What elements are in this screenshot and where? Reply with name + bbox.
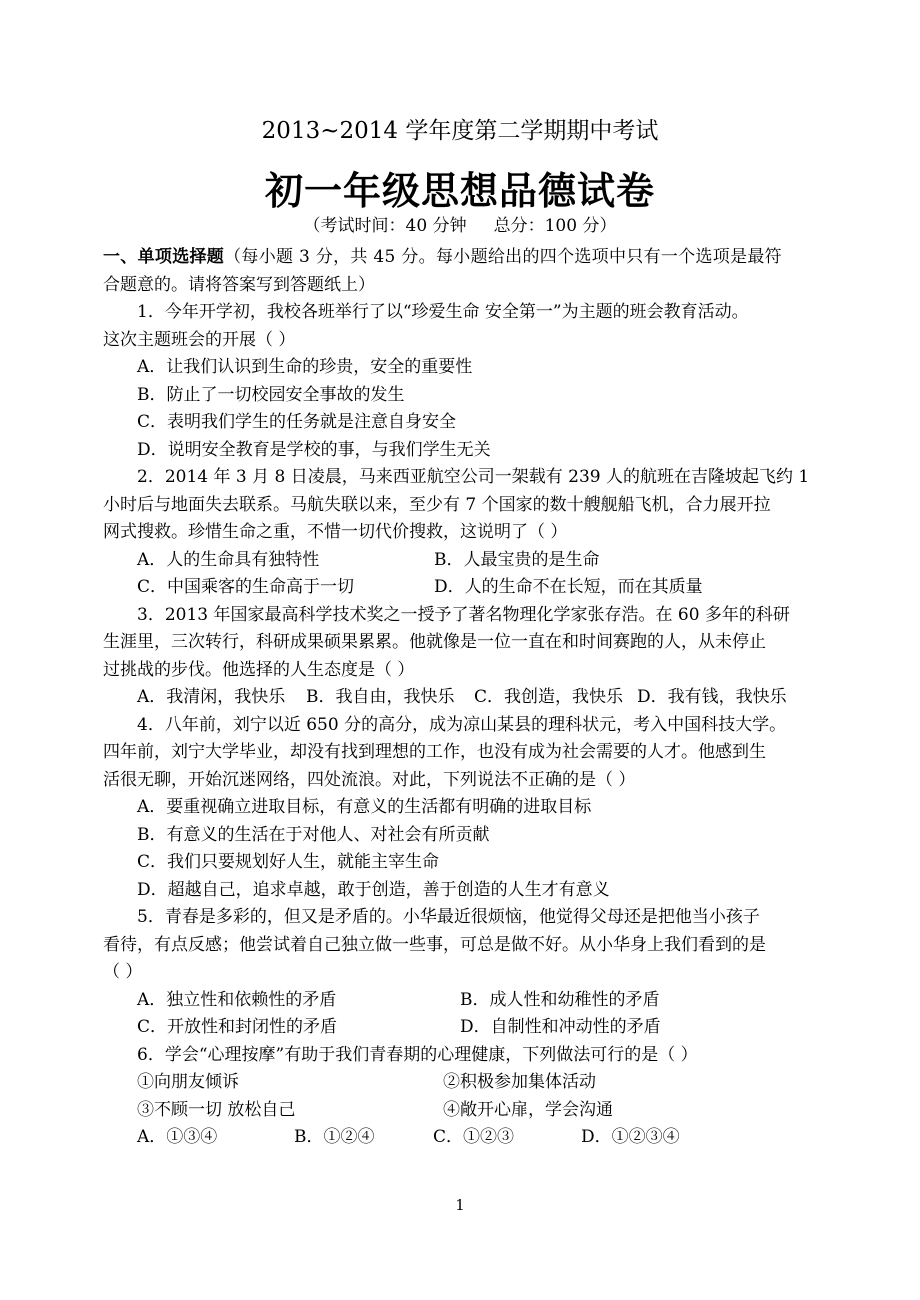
option-row xyxy=(103,1014,827,1042)
option-d: D．人的生命不在长短，而在其质量 xyxy=(434,577,703,597)
statement-row xyxy=(103,1097,827,1125)
question-text: （ ） xyxy=(103,962,143,982)
option-c: C．中国乘客的生命高于一切 xyxy=(137,577,355,597)
question-text: 四年前，刘宁大学毕业，却没有找到理想的工作，也没有成为社会需要的人才。他感到生 xyxy=(103,742,766,762)
exam-body xyxy=(103,244,827,1152)
option-b: B．有意义的生活在于对他人、对社会有所贡献 xyxy=(137,824,490,845)
option-row xyxy=(103,987,827,1015)
option-c: C．我创造，我快乐 xyxy=(474,687,624,707)
exam-subtitle: 2013~2014 学年度第二学期期中考试 xyxy=(261,118,659,144)
option-d: D．说明安全教育是学校的事，与我们学生无关 xyxy=(137,439,491,460)
option-d: D．我有钱，我快乐 xyxy=(637,687,787,707)
option-a: A．独立性和依赖性的矛盾 xyxy=(137,989,337,1010)
option-row xyxy=(103,574,827,602)
question-text: 这次主题班会的开展（ ） xyxy=(103,329,296,350)
option-b: B．我自由，我快乐 xyxy=(306,687,455,707)
option-d: D．自制性和冲动性的矛盾 xyxy=(460,1017,661,1037)
question-text: 生涯里，三次转行，科研成果硕果累累。他就像是一位一直在和时间赛跑的人，从未停止 xyxy=(103,632,766,652)
option-a: A．人的生命具有独特性 xyxy=(137,549,320,570)
question-text: 1．今年开学初，我校各班举行了以“珍爱生命 安全第一”为主题的班会教育活动。 xyxy=(137,302,749,322)
statement-item: ④敞开心扉，学会沟通 xyxy=(443,1099,613,1120)
option-row xyxy=(103,684,827,712)
question-text: 4．八年前，刘宁以近 650 分的高分，成为凉山某县的理科状元，考入中国科技大学。 xyxy=(137,714,787,735)
exam-info: （考试时间：40 分钟 总分：100 分） xyxy=(303,216,617,236)
option-c: C．我们只要规划好人生，就能主宰生命 xyxy=(137,852,440,872)
question-text: 5．青春是多彩的，但又是矛盾的。小华最近很烦恼，他觉得父母还是把他当小孩子 xyxy=(137,907,760,927)
section-heading-line xyxy=(103,244,827,272)
question-text: 6．学会“心理按摩”有助于我们青春期的心理健康，下列做法可行的是（ ） xyxy=(137,1044,698,1065)
option-b: B．成人性和幼稚性的矛盾 xyxy=(460,989,660,1010)
question-text: 看待，有点反感；他尝试着自己独立做一些事，可总是做不好。从小华身上我们看到的是 xyxy=(103,934,766,955)
option-a: A．让我们认识到生命的珍贵，安全的重要性 xyxy=(137,357,473,377)
statement-item: ③不顾一切 放松自己 xyxy=(137,1099,296,1120)
section-heading: 一、单项选择题 xyxy=(103,247,225,267)
statement-item: ①向朋友倾诉 xyxy=(137,1072,239,1092)
statement-item: ②积极参加集体活动 xyxy=(443,1072,596,1092)
section-description: （每小题 3 分，共 45 分。每小题给出的四个选项中只有一个选项是最符 xyxy=(224,247,782,267)
option-b: B．防止了一切校园安全事故的发生 xyxy=(137,384,405,405)
exam-title: 初一年级思想品德试卷 xyxy=(264,168,655,213)
option-a: A．我清闲，我快乐 xyxy=(137,687,286,707)
section-description-cont: 合题意的。请将答案写到答题纸上） xyxy=(103,274,375,295)
option-c: C．表明我们学生的任务就是注意自身安全 xyxy=(137,412,457,432)
page-number: 1 xyxy=(455,1196,465,1214)
question-text: 3．2013 年国家最高科学技术奖之一授予了著名物理化学家张存浩。在 60 多年的科研 xyxy=(137,604,790,625)
statement-row xyxy=(103,1069,827,1097)
question-text: 网式搜救。珍惜生命之重，不惜一切代价搜救，这说明了（ ） xyxy=(103,522,568,542)
question-text: 过挑战的步伐。他选择的人生态度是（ ） xyxy=(103,659,415,680)
option-row xyxy=(103,547,827,575)
option-c: C．开放性和封闭性的矛盾 xyxy=(137,1017,338,1037)
option-b: B．①②④ xyxy=(294,1127,375,1147)
option-c: C．①②③ xyxy=(433,1127,515,1147)
question-text: 2．2014 年 3 月 8 日凌晨，马来西亚航空公司一架载有 239 人的航班在吉隆坡起飞约 1 xyxy=(137,467,810,487)
option-a: A．要重视确立进取目标，有意义的生活都有明确的进取目标 xyxy=(137,797,592,817)
option-row xyxy=(103,1124,827,1152)
option-d: D．①②③④ xyxy=(581,1127,680,1147)
question-text: 小时后与地面失去联系。马航失联以来，至少有 7 个国家的数十艘舰船飞机，合力展开拉 xyxy=(103,494,771,515)
option-b: B．人最宝贵的是生命 xyxy=(434,549,600,570)
option-a: A．①③④ xyxy=(137,1127,218,1147)
question-text: 活很无聊，开始沉迷网络，四处流浪。对此，下列说法不正确的是（ ） xyxy=(103,769,636,790)
option-d: D．超越自己，追求卓越，敢于创造，善于创造的人生才有意义 xyxy=(137,879,610,900)
